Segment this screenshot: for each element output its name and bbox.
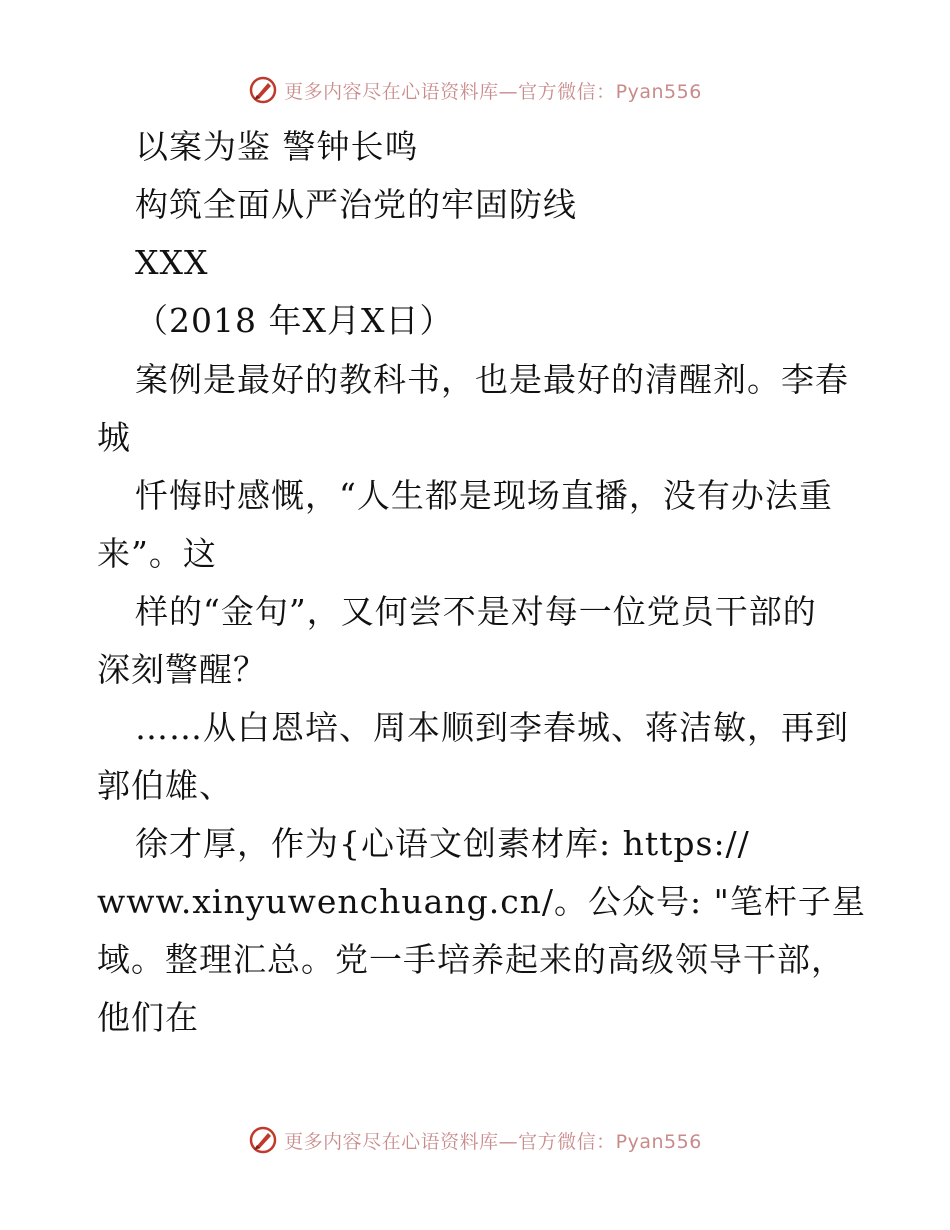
paragraph-line: 忏悔时感慨，“人生都是现场直播，没有办法重 bbox=[135, 476, 833, 515]
paragraph-line: www.xinyuwenchuang.cn/。公众号: "笔杆子星 bbox=[97, 882, 866, 921]
paragraph-line: 城 bbox=[97, 418, 131, 457]
doc-date: （2018 年X月X日） bbox=[135, 301, 454, 340]
paragraph-line: 郭伯雄、 bbox=[97, 766, 233, 805]
paragraph-line: 徐才厚，作为{心语文创素材库: https:// bbox=[135, 824, 750, 863]
header-watermark bbox=[0, 70, 950, 110]
paragraph-line: 来”。这 bbox=[97, 534, 217, 573]
paragraph-line: 深刻警醒？ bbox=[97, 650, 267, 689]
doc-title-line2: 构筑全面从严治党的牢固防线 bbox=[135, 185, 577, 224]
paragraph-line: ……从白恩培、周本顺到李春城、蒋洁敏，再到 bbox=[135, 708, 849, 747]
watermark-text: 更多内容尽在心语资料库—官方微信：Pyan556 bbox=[284, 80, 702, 103]
pen-logo-icon bbox=[248, 1125, 278, 1155]
paragraph-line: 他们在 bbox=[97, 998, 199, 1037]
paragraph-line: 案例是最好的教科书，也是最好的清醒剂。李春 bbox=[135, 360, 849, 399]
doc-title-line1: 以案为鉴 警钟长鸣 bbox=[135, 127, 419, 166]
paragraph-line: 域。整理汇总。党一手培养起来的高级领导干部， bbox=[97, 940, 845, 979]
doc-author: XXX bbox=[135, 243, 209, 282]
pen-logo-icon bbox=[248, 75, 278, 105]
footer-watermark bbox=[0, 1120, 950, 1160]
watermark-text: 更多内容尽在心语资料库—官方微信：Pyan556 bbox=[284, 1130, 702, 1153]
paragraph-line: 样的“金句”，又何尝不是对每一位党员干部的 bbox=[135, 592, 817, 631]
